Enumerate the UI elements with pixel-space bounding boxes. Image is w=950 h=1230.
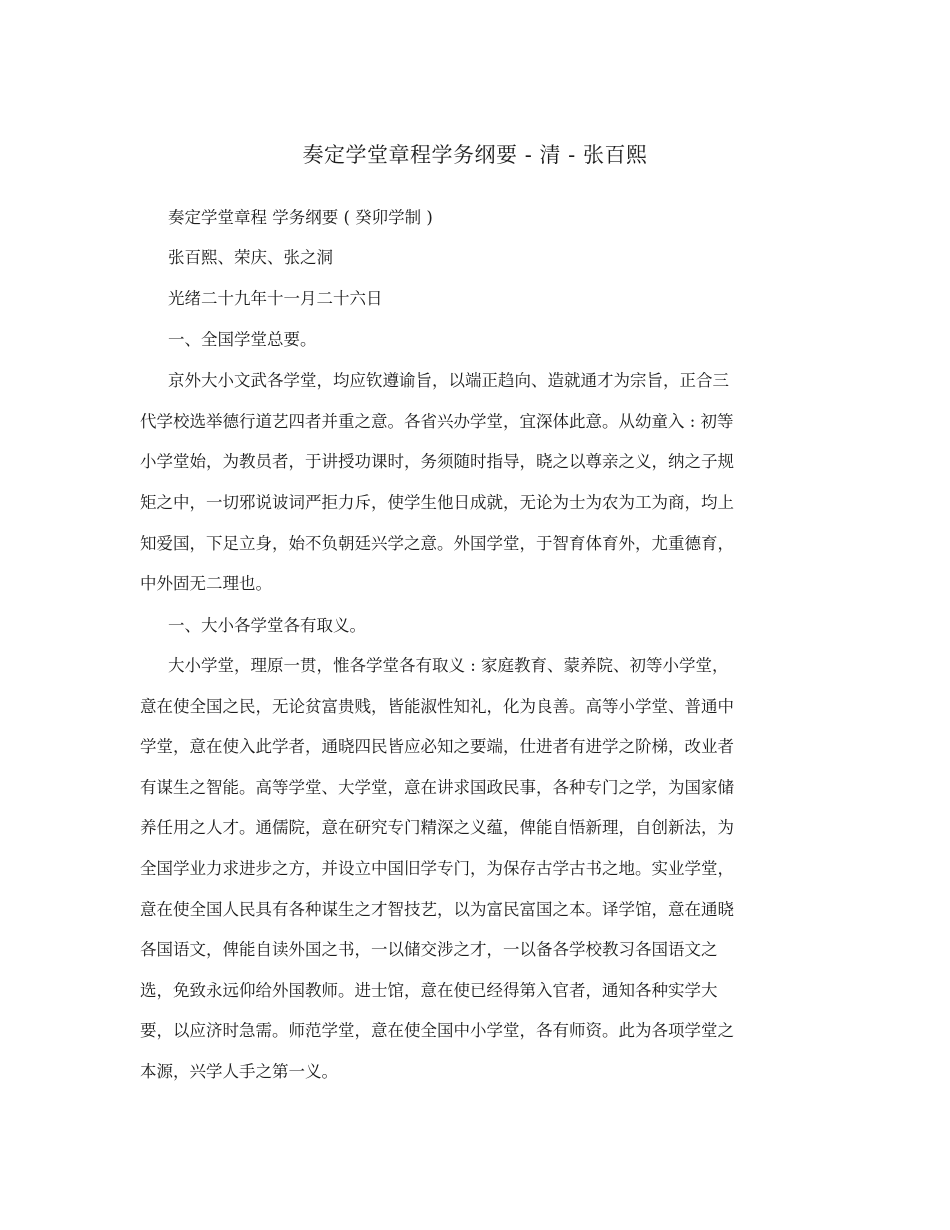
paragraph-2-line: 有谋生之智能。高等学堂、大学堂，意在讲求国政民事，各种专门之学，为国家储 [140, 778, 734, 797]
paragraph-1-line: 中外固无二理也。 [140, 574, 272, 593]
paragraph-2-line: 学堂，意在使入此学者，通晓四民皆应必知之要端，仕进者有进学之阶梯，改业者 [140, 737, 734, 756]
section-heading-2: 一、大小各学堂各有取义。 [168, 616, 366, 635]
paragraph-2-line: 全国学业力求进步之方，并设立中国旧学专门，为保存古学古书之地。实业学堂， [140, 859, 734, 878]
header-line-title: 奏定学堂章程 学务纲要 ( 癸卯学制 ) [168, 208, 433, 227]
paragraph-2-line: 养任用之人才。通儒院，意在研究专门精深之义蕴，俾能自悟新理，自创新法，为 [140, 818, 734, 837]
paragraph-2-line: 意在使全国之民，无论贫富贵贱，皆能淑性知礼，化为良善。高等小学堂、普通中 [140, 697, 734, 716]
header-line-authors: 张百熙、荣庆、张之洞 [168, 248, 333, 267]
paragraph-2-line: 各国语文，俾能自读外国之书，一以储交涉之才，一以备各学校教习各国语文之 [140, 940, 718, 959]
paragraph-2-line: 本源，兴学人手之第一义。 [140, 1062, 338, 1081]
paragraph-2-line: 大小学堂，理原一贯，惟各学堂各有取义 : 家庭教育、蒙养院、初等小学堂， [168, 656, 729, 675]
paragraph-2-line: 选，免致永远仰给外国教师。进士馆，意在使已经得第入官者，通知各种实学大 [140, 981, 718, 1000]
paragraph-1-line: 京外大小文武各学堂，均应钦遵谕旨，以端正趋向、造就通才为宗旨，正合三 [168, 371, 729, 390]
paragraph-2-line: 意在使全国人民具有各种谋生之才智技艺，以为富民富国之本。译学馆，意在通晓 [140, 900, 734, 919]
paragraph-2-line: 要，以应济时急需。师范学堂，意在使全国中小学堂，各有师资。此为各项学堂之 [140, 1021, 734, 1040]
paragraph-1-line: 知爱国，下足立身，始不负朝廷兴学之意。外国学堂，于智育体育外，尤重德育， [140, 534, 734, 553]
section-heading-1: 一、全国学堂总要。 [168, 330, 317, 349]
paragraph-1-line: 小学堂始，为教员者，于讲授功课时，务须随时指导，晓之以尊亲之义，纳之子规 [140, 452, 734, 471]
header-line-date: 光绪二十九年十一月二十六日 [168, 289, 383, 308]
paragraph-1-line: 代学校选举德行道艺四者并重之意。各省兴办学堂，宜深体此意。从幼童入 : 初等 [140, 412, 734, 431]
document-title: 奏定学堂章程学务纲要 - 清 - 张百熙 [302, 143, 648, 167]
paragraph-1-line: 矩之中，一切邪说诐词严拒力斥，使学生他日成就，无论为士为农为工为商，均上 [140, 493, 734, 512]
